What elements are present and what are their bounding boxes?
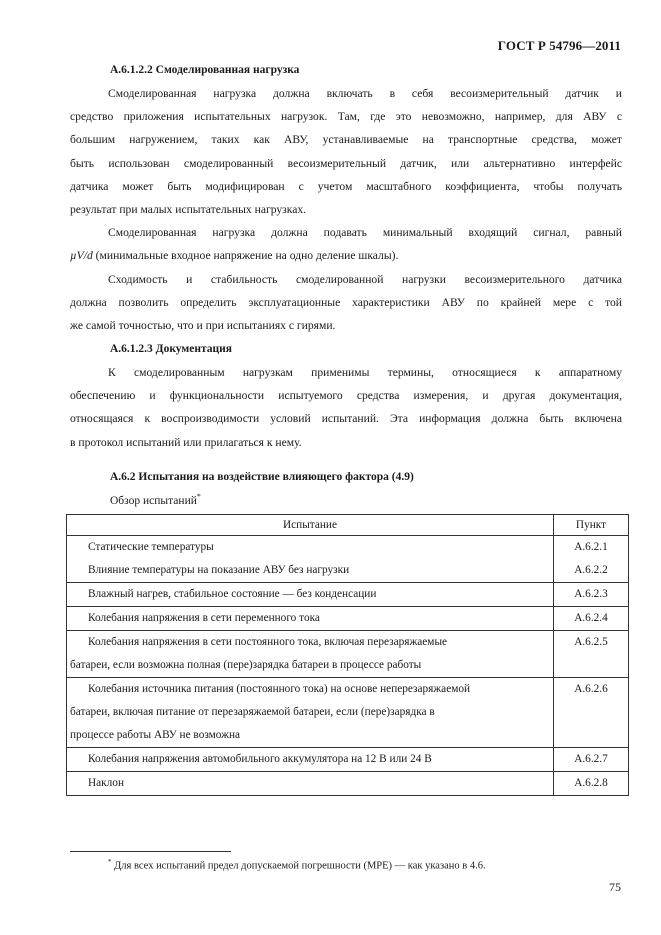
clause-number: А.6.2.3 bbox=[554, 583, 629, 607]
clause-number: А.6.2.2 bbox=[574, 564, 608, 576]
test-cell bbox=[67, 748, 554, 772]
test-name-line: Колебания напряжения в сети постоянного тока, включая перезаряжаемые bbox=[88, 636, 448, 648]
table-row bbox=[67, 583, 629, 607]
table-header-row bbox=[67, 515, 629, 536]
footnote bbox=[108, 858, 486, 872]
clause-number: А.6.2.7 bbox=[554, 748, 629, 772]
text-line: в протокол испытаний или прилагаться к нему. bbox=[70, 435, 302, 449]
text-line: должна позволить определить эксплуатационные характеристики АВУ по крайней мере с той bbox=[70, 296, 622, 310]
text-line: Смоделированная нагрузка должна подавать минимальный входящий сигнал, равный bbox=[108, 226, 622, 239]
text-line: Смоделированная нагрузка должна включать в себя весоизмерительный датчик и bbox=[108, 87, 622, 100]
unit-microvolt-per-division: µV/d bbox=[70, 249, 93, 263]
table-row bbox=[67, 772, 629, 796]
text-line bbox=[70, 244, 622, 267]
overview-text: Обзор испытаний bbox=[110, 494, 197, 507]
text-line: К смоделированным нагрузкам применимы термины, относящиеся к аппаратному bbox=[108, 366, 622, 379]
test-cell bbox=[67, 772, 554, 796]
test-name: Колебания напряжения автомобильного аккумулятора на 12 В или 24 В bbox=[88, 753, 432, 765]
clause-number: А.6.2.6 bbox=[554, 678, 629, 748]
paragraph-min-signal bbox=[70, 221, 622, 267]
clause-number: А.6.2.1 bbox=[574, 541, 608, 553]
clause-number: А.6.2.5 bbox=[554, 631, 629, 678]
test-cell bbox=[67, 583, 554, 607]
clause-number: А.6.2.8 bbox=[554, 772, 629, 796]
text-line: большим нагружением, таких как АВУ, устанавливаемые на транспортные средства, может bbox=[70, 133, 622, 147]
test-name: Наклон bbox=[88, 777, 124, 789]
test-name-line: батареи, включая питание от перезаряжаемой батареи, если (пере)зарядка в bbox=[70, 706, 435, 718]
table-row bbox=[67, 607, 629, 631]
text-line: датчика может быть модифицирован с учетом масштабного коэффициента, чтобы получать bbox=[70, 179, 622, 193]
page-number: 75 bbox=[609, 880, 621, 894]
column-header-clause: Пункт bbox=[554, 515, 629, 536]
table-row bbox=[67, 678, 629, 748]
test-cell bbox=[67, 607, 554, 631]
test-name-line: батареи, если возможна полная (пере)зарядка батареи в процессе работы bbox=[70, 659, 422, 671]
clause-cell bbox=[554, 536, 629, 583]
footnote-divider bbox=[70, 851, 231, 852]
text-line: результат при малых испытательных нагрузках. bbox=[70, 202, 307, 216]
text-line: относящаяся к воспроизводимости условий испытаний. Эта информация должна быть включена bbox=[70, 412, 622, 426]
test-name: Влияние температуры на показание АВУ без нагрузки bbox=[88, 564, 350, 576]
footnote-mark: * bbox=[108, 858, 112, 866]
section-heading-a62: А.6.2 Испытания на воздействие влияющего фактора (4.9) bbox=[110, 471, 414, 483]
test-name-line: Колебания источника питания (постоянного тока) на основе неперезаряжаемой bbox=[88, 683, 471, 695]
section-heading-a6122: А.6.1.2.2 Смоделированная нагрузка bbox=[110, 64, 300, 76]
test-name-line: процессе работы АВУ не возможна bbox=[70, 729, 241, 741]
test-name: Влажный нагрев, стабильное состояние — без конденсации bbox=[88, 588, 377, 600]
footnote-mark: * bbox=[196, 492, 201, 501]
footnote-text: Для всех испытаний предел допускаемой погрешности (МРЕ) — как указано в 4.6. bbox=[111, 860, 486, 872]
table-row bbox=[67, 748, 629, 772]
section-heading-a6123: А.6.1.2.3 Документация bbox=[110, 343, 232, 355]
test-cell bbox=[67, 536, 554, 583]
text-line: быть использован смоделированный весоизмерительный датчик, или альтернативно интерфейс bbox=[70, 156, 622, 170]
column-header-test: Испытание bbox=[67, 515, 554, 536]
text-fragment: (минимальные входное напряжение на одно деление шкалы). bbox=[92, 249, 399, 263]
test-cell bbox=[67, 631, 554, 678]
tests-table bbox=[66, 514, 629, 796]
test-name: Колебания напряжения в сети переменного тока bbox=[88, 612, 320, 624]
test-name: Статические температуры bbox=[88, 541, 214, 553]
paragraph-repeatability bbox=[70, 268, 622, 338]
text-line: Сходимость и стабильность смоделированной нагрузки весоизмерительного датчика bbox=[108, 273, 622, 286]
clause-number: А.6.2.4 bbox=[554, 607, 629, 631]
text-line: же самой точностью, что и при испытаниях с гирями. bbox=[70, 319, 336, 333]
text-line: обеспечению и функциональности испытуемого средства измерения, и другая документация, bbox=[70, 389, 622, 403]
tests-overview-label bbox=[110, 492, 201, 507]
table-row bbox=[67, 536, 629, 583]
test-cell bbox=[67, 678, 554, 748]
table-row bbox=[67, 631, 629, 678]
text-line: средство приложения испытательных нагрузок. Там, где это невозможно, например, для АВУ с bbox=[70, 110, 622, 124]
paragraph-simulated-load bbox=[70, 82, 622, 221]
standard-header: ГОСТ Р 54796—2011 bbox=[497, 38, 621, 53]
paragraph-documentation bbox=[70, 361, 622, 454]
